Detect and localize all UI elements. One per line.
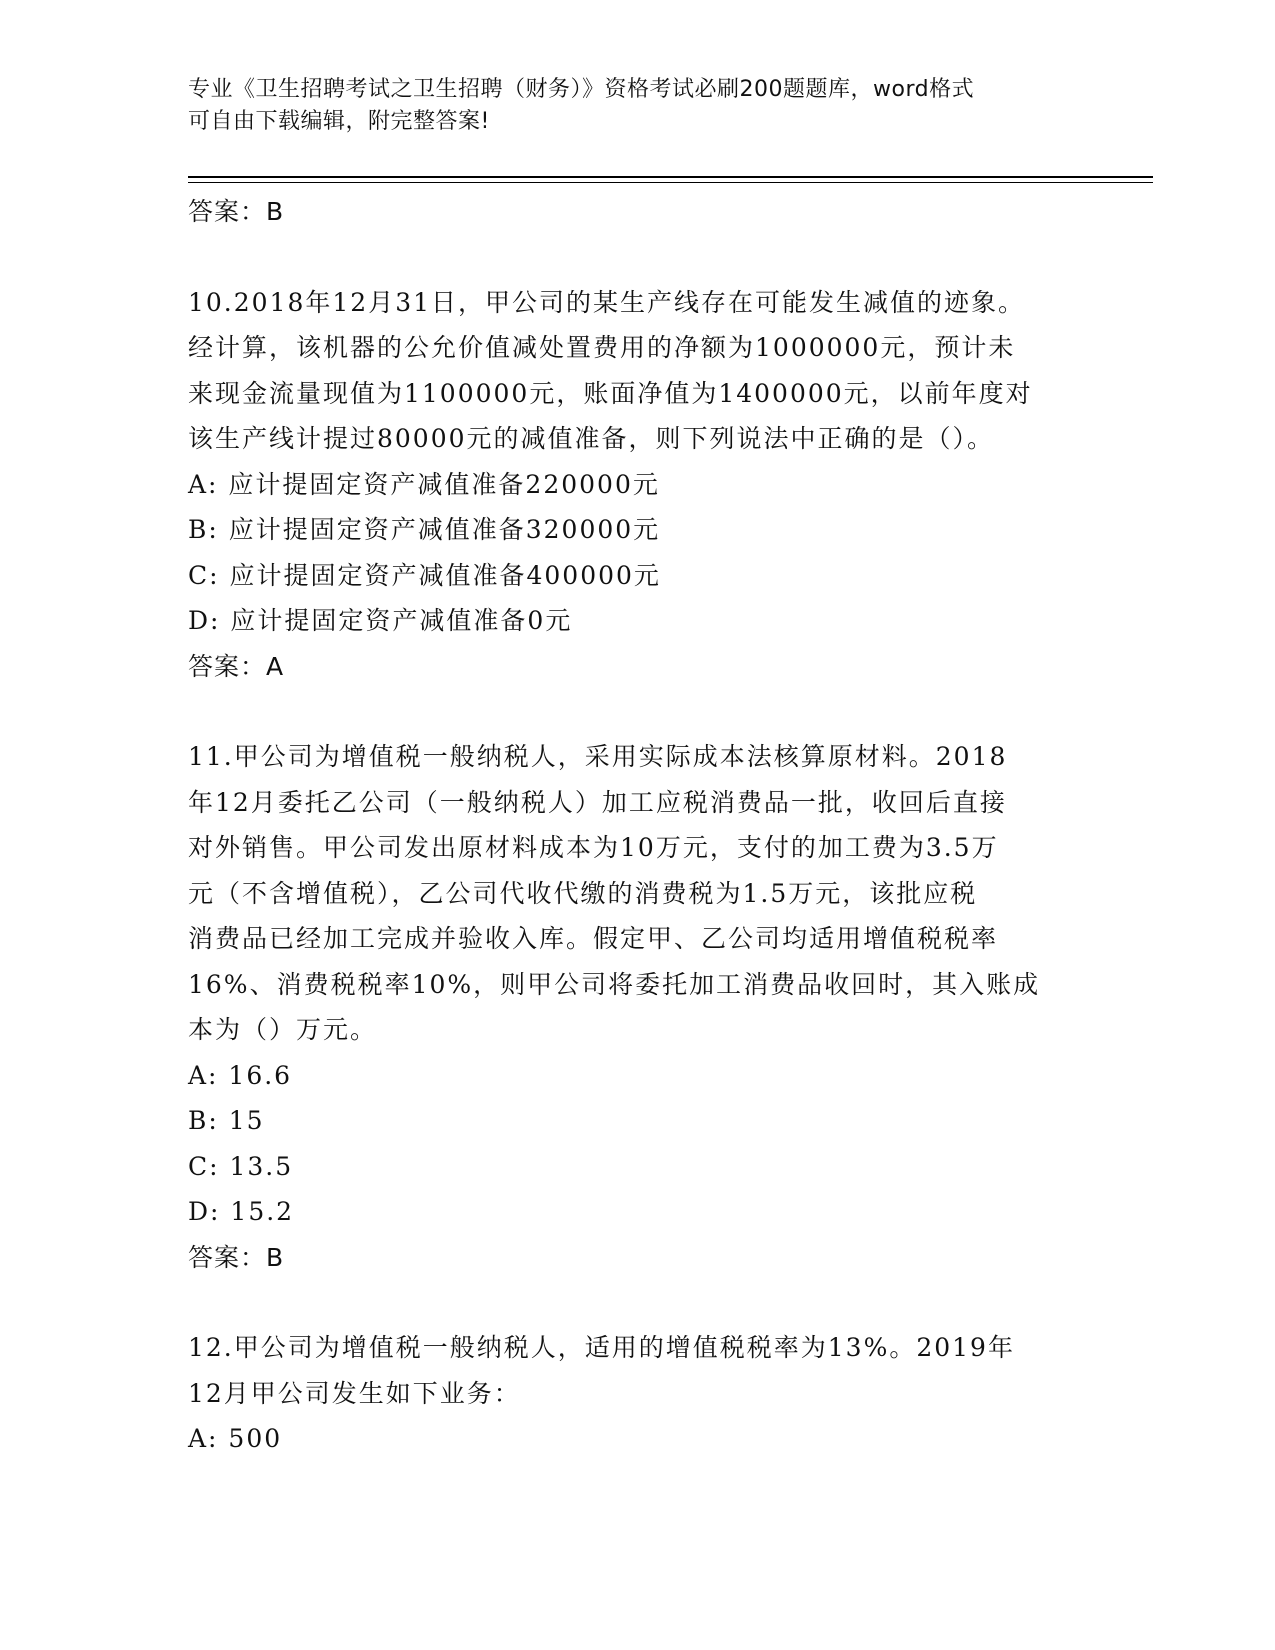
question-10-line: 该生产线计提过80000元的减值准备，则下列说法中正确的是（）。 xyxy=(188,424,995,453)
question-11-option-a: A: 16.6 xyxy=(188,1060,293,1090)
previous-answer: 答案：B xyxy=(188,197,285,226)
question-11-line: 消费品已经加工完成并验收入库。假定甲、乙公司均适用增值税税率 xyxy=(188,924,999,953)
question-11 xyxy=(188,734,1088,1280)
spacer xyxy=(188,689,1088,734)
question-11-option-d: D: 15.2 xyxy=(188,1197,295,1226)
question-10-option-b: B: 应计提固定资产减值准备320000元 xyxy=(188,515,661,544)
question-10-answer: 答案：A xyxy=(188,651,285,681)
question-11-line: 元（不含增值税），乙公司代收代缴的消费税为1.5万元，该批应税 xyxy=(188,878,978,908)
question-12-line: 12.甲公司为增值税一般纳税人，适用的增值税税率为13%。2019年 xyxy=(188,1333,1015,1362)
question-11-answer: 答案：B xyxy=(188,1242,285,1272)
question-12-option-a: A: 500 xyxy=(188,1424,283,1453)
header-divider-thin xyxy=(188,182,1153,183)
question-10-line: 来现金流量现值为1100000元，账面净值为1400000元，以前年度对 xyxy=(188,378,1033,408)
question-10-line: 10.2018年12月31日，甲公司的某生产线存在可能发生减值的迹象。 xyxy=(188,287,1026,317)
question-10-option-c: C: 应计提固定资产减值准备400000元 xyxy=(188,560,661,590)
question-11-option-c: C: 13.5 xyxy=(188,1151,294,1181)
page-header xyxy=(188,74,1068,138)
document-body xyxy=(188,189,1088,1462)
question-10-option-d: D: 应计提固定资产减值准备0元 xyxy=(188,606,573,635)
spacer xyxy=(188,235,1088,280)
question-12-line: 12月甲公司发生如下业务： xyxy=(188,1378,521,1408)
spacer xyxy=(188,1280,1088,1325)
question-11-line: 对外销售。甲公司发出原材料成本为10万元，支付的加工费为3.5万 xyxy=(188,833,999,862)
header-title-line-1: 专业《卫生招聘考试之卫生招聘（财务）》资格考试必刷200题题库，word格式 xyxy=(188,77,975,102)
question-11-line: 本为（）万元。 xyxy=(188,1015,378,1044)
question-12 xyxy=(188,1325,1088,1462)
question-11-line: 年12月委托乙公司（一般纳税人）加工应税消费品一批，收回后直接 xyxy=(188,787,1007,817)
question-11-option-b: B: 15 xyxy=(188,1106,265,1135)
question-10 xyxy=(188,280,1088,690)
question-11-line: 11.甲公司为增值税一般纳税人，采用实际成本法核算原材料。2018 xyxy=(188,742,1008,771)
question-11-line: 16%、消费税税率10%，则甲公司将委托加工消费品收回时，其入账成 xyxy=(188,969,1041,999)
question-10-option-a: A: 应计提固定资产减值准备220000元 xyxy=(188,469,660,499)
header-divider-thick xyxy=(188,176,1153,178)
question-10-line: 经计算，该机器的公允价值减处置费用的净额为1000000元，预计未 xyxy=(188,333,1016,362)
header-title-line-2: 可自由下载编辑，附完整答案! xyxy=(188,109,490,134)
